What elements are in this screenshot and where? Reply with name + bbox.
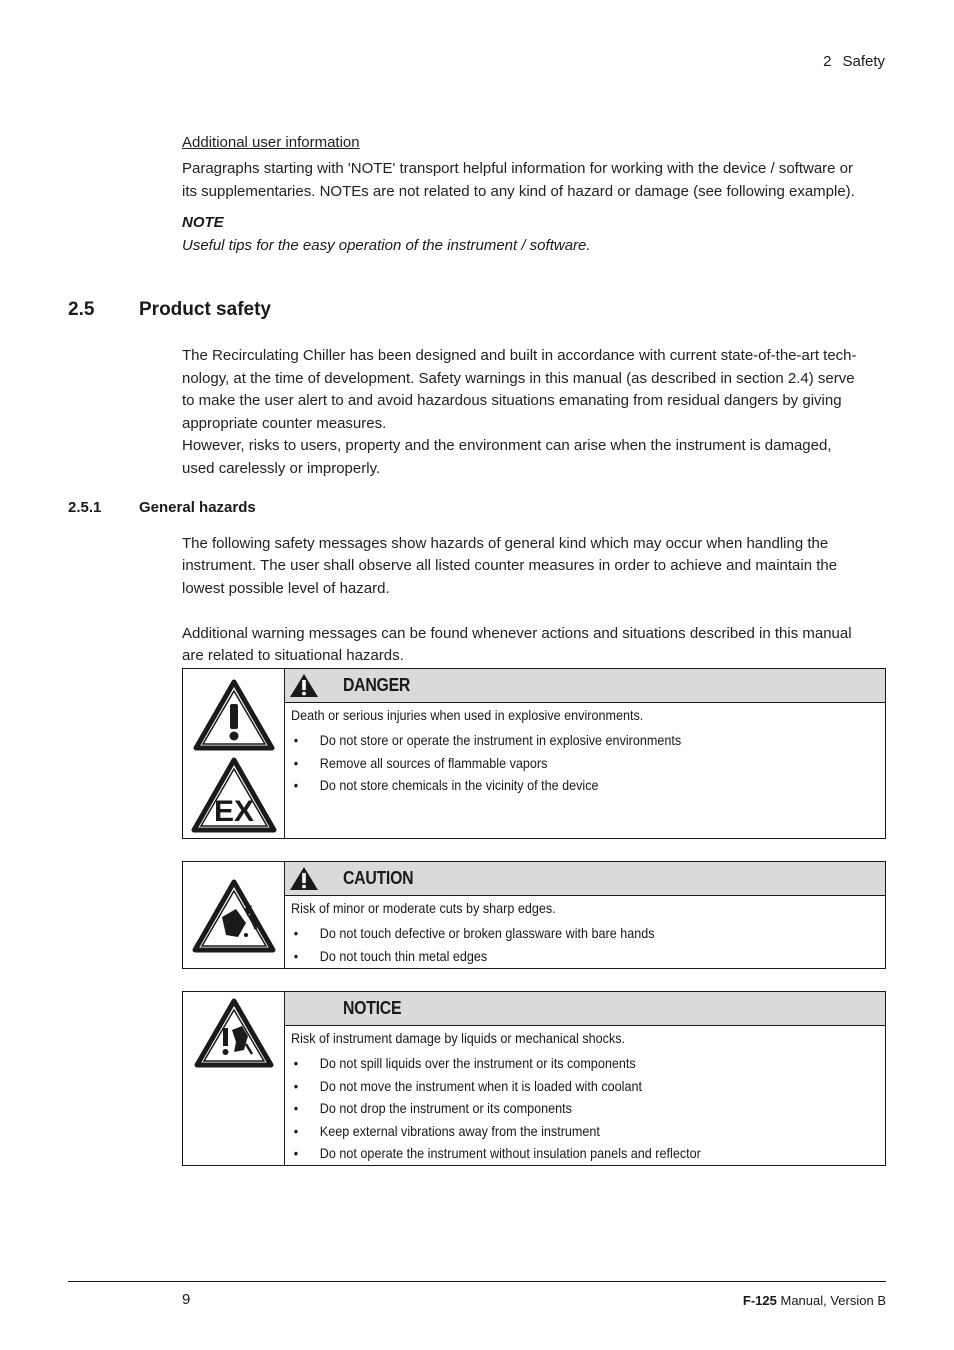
model-name: F-125	[742, 1293, 777, 1308]
danger-list	[291, 729, 876, 797]
caution-list	[291, 922, 876, 967]
product-safety-line-6: used carelessly or improperly.	[182, 460, 381, 477]
user-info-line-2: its supplementaries. NOTEs are not related to any kind of hazard or damage (see following example).	[182, 183, 855, 200]
general-hazards-line-4: Additional warning messages can be found whenever actions and situations described in this manual	[182, 625, 852, 642]
caution-intro: Risk of minor or moderate cuts by sharp edges.	[291, 900, 556, 916]
section-2-5-1-number: 2.5.1	[68, 499, 102, 516]
list-item: • Keep external vibrations away from the instrument	[291, 1120, 876, 1143]
product-safety-line-2: nology, at the time of development. Safety warnings in this manual (as described in section 2.4) serve	[182, 370, 855, 387]
notice-content	[291, 1028, 876, 1165]
page-number: 9	[182, 1291, 191, 1308]
notice-icon-column	[183, 992, 285, 1165]
user-info-heading: Additional user information	[182, 134, 360, 151]
general-hazards-line-3: lowest possible level of hazard.	[182, 580, 390, 597]
user-info-line-1: Paragraphs starting with 'NOTE' transport helpful information for working with the device / software or	[182, 160, 854, 177]
danger-title: DANGER	[343, 675, 411, 695]
list-item: • Do not operate the instrument without insulation panels and reflector	[291, 1142, 876, 1165]
footer-manual-title	[743, 1293, 886, 1308]
manual-version: Manual, Version B	[776, 1293, 886, 1308]
product-safety-line-1: The Recirculating Chiller has been designed and built in accordance with current state-of-the-art tech-	[182, 347, 857, 364]
list-item: • Do not touch thin metal edges	[291, 945, 876, 968]
product-safety-line-3: to make the user alert to and avoid hazardous situations emanating from residual dangers by giving	[182, 392, 842, 409]
warning-triangle-icon	[193, 679, 275, 751]
warning-triangle-icon	[289, 673, 319, 698]
caution-title: CAUTION	[343, 868, 414, 888]
list-item: • Do not drop the instrument or its components	[291, 1097, 876, 1120]
product-safety-line-5: However, risks to users, property and the environment can arise when the instrument is damaged,	[182, 437, 832, 454]
ex-label: EX	[213, 795, 255, 828]
section-2-5-number: 2.5	[68, 299, 95, 320]
caution-icon-column	[183, 862, 285, 968]
chapter-title: Safety	[842, 53, 885, 70]
list-item: • Do not store or operate the instrument in explosive environments	[291, 729, 876, 752]
general-hazards-line-5: are related to situational hazards.	[182, 647, 404, 664]
list-item: • Do not move the instrument when it is loaded with coolant	[291, 1075, 876, 1098]
warning-triangle-icon	[289, 866, 319, 891]
notice-box	[182, 991, 886, 1166]
instrument-damage-icon	[194, 998, 274, 1068]
notice-title: NOTICE	[343, 998, 402, 1018]
note-label: NOTE	[182, 214, 224, 231]
section-2-5-1-title: General hazards	[139, 499, 256, 516]
section-2-5-title: Product safety	[139, 299, 271, 320]
running-header	[823, 53, 885, 70]
danger-content	[291, 705, 876, 797]
general-hazards-line-2: instrument. The user shall observe all listed counter measures in order to achieve and maintain the	[182, 557, 838, 574]
caution-header	[285, 862, 885, 896]
danger-intro: Death or serious injuries when used in explosive environments.	[291, 707, 644, 723]
list-item: • Remove all sources of flammable vapors	[291, 752, 876, 775]
product-safety-line-4: appropriate counter measures.	[182, 415, 387, 432]
notice-intro: Risk of instrument damage by liquids or mechanical shocks.	[291, 1030, 626, 1046]
caution-content	[291, 898, 876, 967]
note-text: Useful tips for the easy operation of the instrument / software.	[182, 237, 591, 254]
caution-box	[182, 861, 886, 969]
notice-list	[291, 1052, 876, 1165]
list-item: • Do not touch defective or broken glassware with bare hands	[291, 922, 876, 945]
list-item: • Do not store chemicals in the vicinity of the device	[291, 774, 876, 797]
notice-header	[285, 992, 885, 1026]
general-hazards-line-1: The following safety messages show hazards of general kind which may occur when handling the	[182, 535, 829, 552]
ex-explosion-icon	[191, 757, 277, 833]
danger-header	[285, 669, 885, 703]
danger-box	[182, 668, 886, 839]
cut-hazard-icon	[192, 879, 276, 953]
danger-icon-column	[183, 669, 285, 838]
chapter-number: 2	[823, 53, 832, 70]
list-item: • Do not spill liquids over the instrument or its components	[291, 1052, 876, 1075]
footer-divider	[68, 1281, 886, 1282]
